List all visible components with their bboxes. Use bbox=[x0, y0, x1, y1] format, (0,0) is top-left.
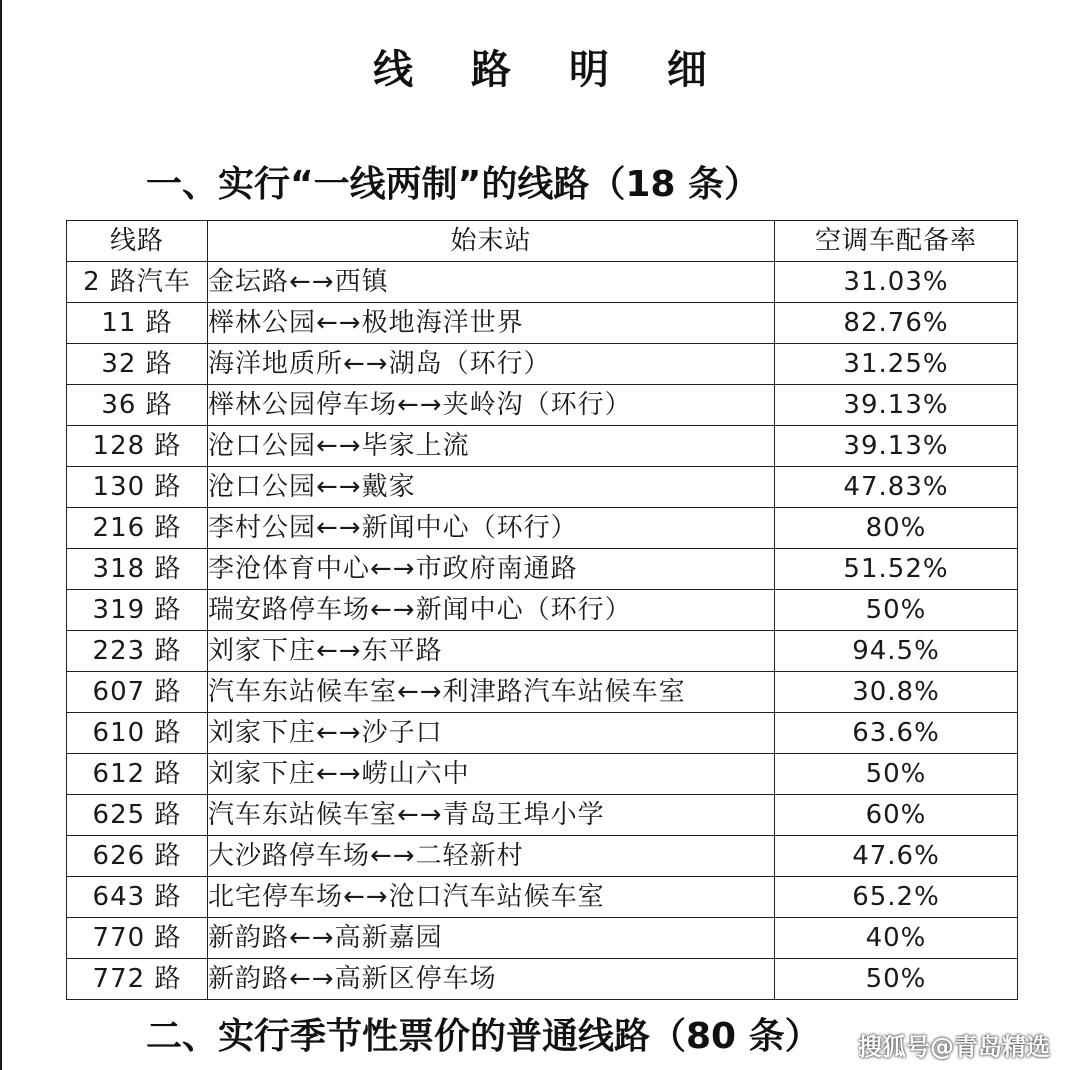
route-cell: 11 路 bbox=[67, 303, 208, 344]
route-cell: 32 路 bbox=[67, 344, 208, 385]
stations-cell: 汽车东站候车室←→青岛王埠小学 bbox=[208, 795, 775, 836]
page-left-border bbox=[0, 0, 2, 1070]
routes-table bbox=[66, 220, 1018, 1000]
stations-cell: 大沙路停车场←→二轻新村 bbox=[208, 836, 775, 877]
route-cell: 770 路 bbox=[67, 918, 208, 959]
table-row bbox=[67, 467, 1018, 508]
table-row bbox=[67, 877, 1018, 918]
rate-cell: 65.2% bbox=[775, 877, 1018, 918]
route-cell: 318 路 bbox=[67, 549, 208, 590]
route-cell: 128 路 bbox=[67, 426, 208, 467]
rate-cell: 82.76% bbox=[775, 303, 1018, 344]
table-row bbox=[67, 713, 1018, 754]
rate-cell: 50% bbox=[775, 590, 1018, 631]
stations-cell: 榉林公园←→极地海洋世界 bbox=[208, 303, 775, 344]
table-row bbox=[67, 549, 1018, 590]
route-cell: 625 路 bbox=[67, 795, 208, 836]
rate-cell: 30.8% bbox=[775, 672, 1018, 713]
rate-cell: 39.13% bbox=[775, 426, 1018, 467]
table-row bbox=[67, 426, 1018, 467]
table-row bbox=[67, 672, 1018, 713]
table-row bbox=[67, 385, 1018, 426]
stations-cell: 刘家下庄←→东平路 bbox=[208, 631, 775, 672]
stations-cell: 刘家下庄←→崂山六中 bbox=[208, 754, 775, 795]
document-title: 线 路 明 细 bbox=[373, 47, 729, 93]
source-watermark: 搜狐号@青岛精选 bbox=[858, 1033, 1050, 1061]
rate-cell: 60% bbox=[775, 795, 1018, 836]
stations-cell: 李村公园←→新闻中心（环行） bbox=[208, 508, 775, 549]
route-cell: 216 路 bbox=[67, 508, 208, 549]
rate-cell: 51.52% bbox=[775, 549, 1018, 590]
rate-cell: 63.6% bbox=[775, 713, 1018, 754]
route-cell: 626 路 bbox=[67, 836, 208, 877]
table-row bbox=[67, 836, 1018, 877]
stations-cell: 李沧体育中心←→市政府南通路 bbox=[208, 549, 775, 590]
route-cell: 643 路 bbox=[67, 877, 208, 918]
stations-cell: 榉林公园停车场←→夹岭沟（环行） bbox=[208, 385, 775, 426]
route-cell: 610 路 bbox=[67, 713, 208, 754]
rate-cell: 50% bbox=[775, 754, 1018, 795]
rate-cell: 39.13% bbox=[775, 385, 1018, 426]
rate-cell: 40% bbox=[775, 918, 1018, 959]
table-row bbox=[67, 303, 1018, 344]
table-row bbox=[67, 508, 1018, 549]
rate-cell: 47.83% bbox=[775, 467, 1018, 508]
stations-cell: 金坛路←→西镇 bbox=[208, 262, 775, 303]
table-row bbox=[67, 918, 1018, 959]
header-route: 线路 bbox=[67, 221, 208, 262]
rate-cell: 50% bbox=[775, 959, 1018, 1000]
table-row bbox=[67, 344, 1018, 385]
table-row bbox=[67, 959, 1018, 1000]
route-cell: 319 路 bbox=[67, 590, 208, 631]
rate-cell: 80% bbox=[775, 508, 1018, 549]
table-row bbox=[67, 795, 1018, 836]
rate-cell: 31.25% bbox=[775, 344, 1018, 385]
route-cell: 772 路 bbox=[67, 959, 208, 1000]
rate-cell: 31.03% bbox=[775, 262, 1018, 303]
stations-cell: 沧口公园←→戴家 bbox=[208, 467, 775, 508]
header-stations: 始末站 bbox=[208, 221, 775, 262]
stations-cell: 北宅停车场←→沧口汽车站候车室 bbox=[208, 877, 775, 918]
stations-cell: 刘家下庄←→沙子口 bbox=[208, 713, 775, 754]
section-2-heading: 二、实行季节性票价的普通线路（80 条） bbox=[146, 1016, 821, 1057]
stations-cell: 新韵路←→高新区停车场 bbox=[208, 959, 775, 1000]
table-row bbox=[67, 262, 1018, 303]
route-cell: 223 路 bbox=[67, 631, 208, 672]
stations-cell: 汽车东站候车室←→利津路汽车站候车室 bbox=[208, 672, 775, 713]
table-row bbox=[67, 754, 1018, 795]
table-row bbox=[67, 631, 1018, 672]
stations-cell: 新韵路←→高新嘉园 bbox=[208, 918, 775, 959]
header-ac-rate: 空调车配备率 bbox=[775, 221, 1018, 262]
stations-cell: 沧口公园←→毕家上流 bbox=[208, 426, 775, 467]
route-cell: 36 路 bbox=[67, 385, 208, 426]
route-cell: 612 路 bbox=[67, 754, 208, 795]
rate-cell: 47.6% bbox=[775, 836, 1018, 877]
section-1-heading: 一、实行“一线两制”的线路（18 条） bbox=[146, 164, 760, 205]
table-header-row bbox=[67, 221, 1018, 262]
rate-cell: 94.5% bbox=[775, 631, 1018, 672]
route-cell: 2 路汽车 bbox=[67, 262, 208, 303]
route-cell: 607 路 bbox=[67, 672, 208, 713]
stations-cell: 瑞安路停车场←→新闻中心（环行） bbox=[208, 590, 775, 631]
table-row bbox=[67, 590, 1018, 631]
stations-cell: 海洋地质所←→湖岛（环行） bbox=[208, 344, 775, 385]
route-cell: 130 路 bbox=[67, 467, 208, 508]
